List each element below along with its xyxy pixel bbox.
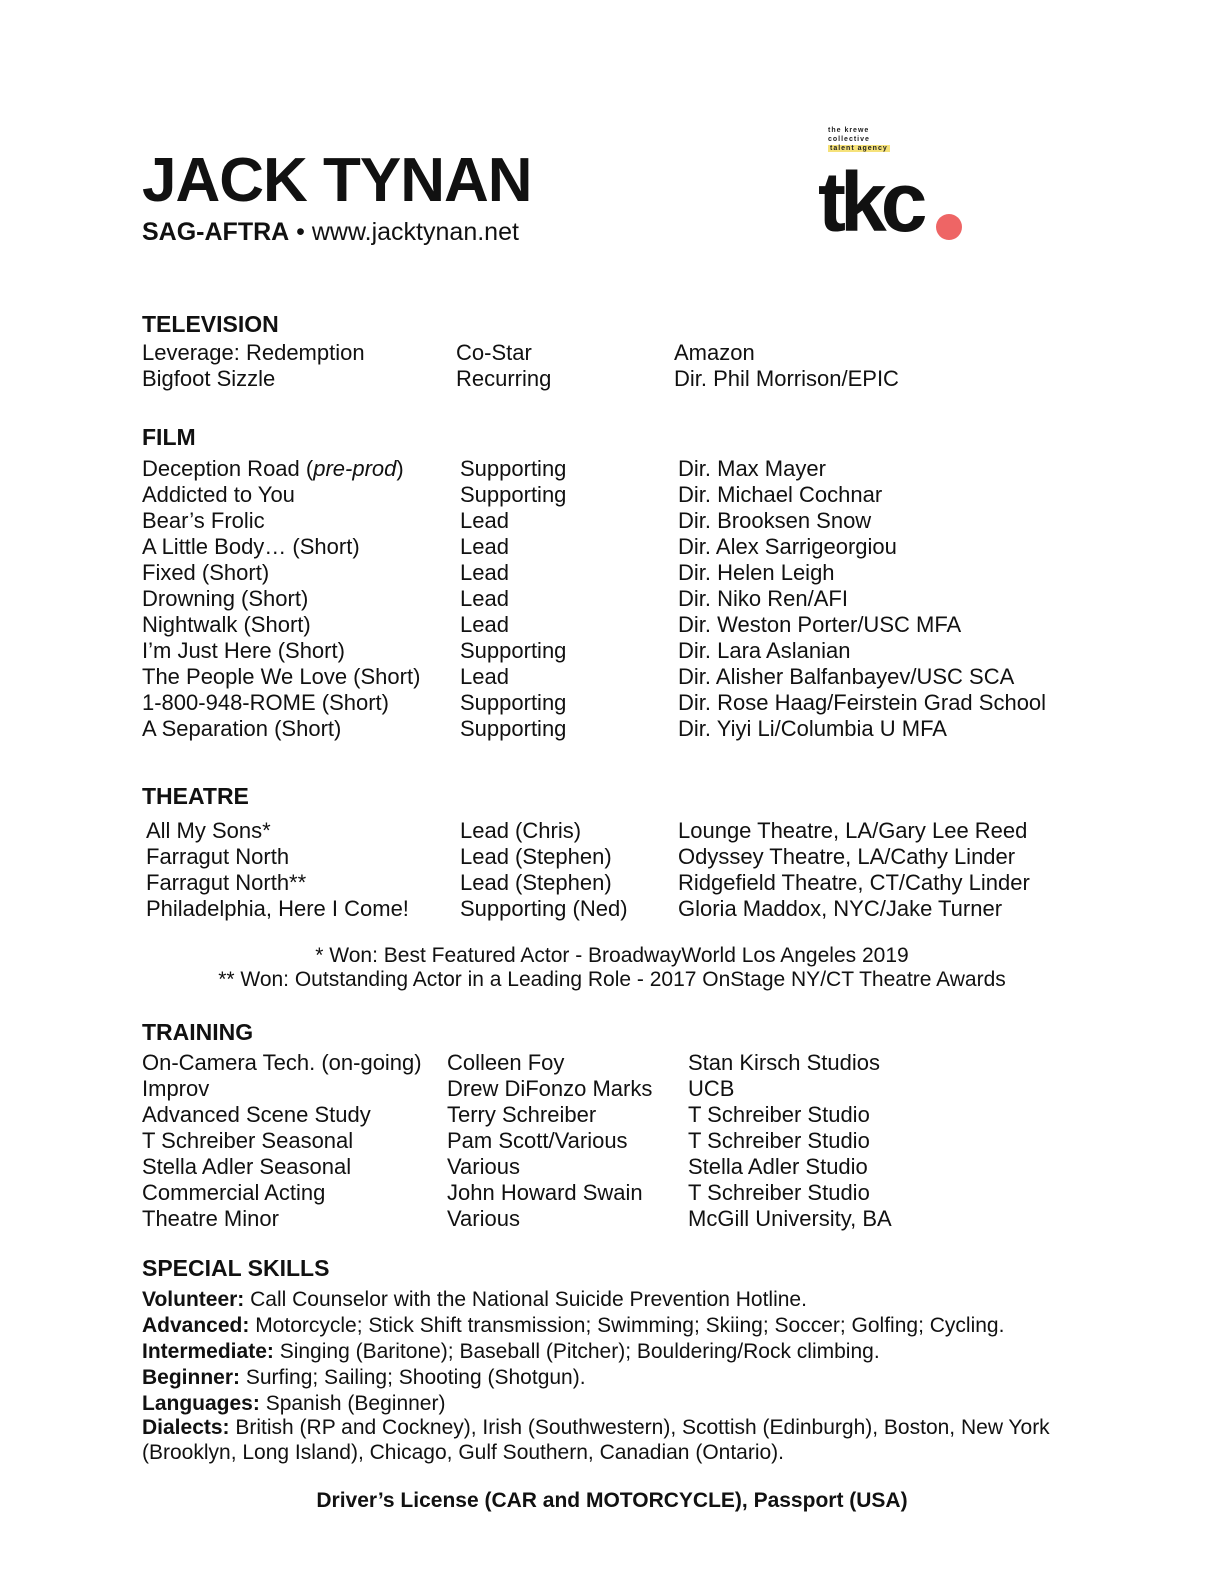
table-row: [0, 638, 1224, 664]
credit-director: Dir. Michael Cochnar: [678, 482, 883, 507]
credit-title: I’m Just Here (Short): [142, 638, 345, 663]
skill-text: Spanish (Beginner): [259, 1392, 446, 1415]
agency-logo: [818, 124, 968, 254]
credit-director: Dir. Weston Porter/USC MFA: [678, 612, 962, 637]
union-label: SAG-AFTRA: [142, 218, 290, 246]
skill-line-intermediate: [142, 1339, 1102, 1364]
skill-line-beginner: [142, 1365, 1102, 1390]
skill-text: British (RP and Cockney), Irish (Southwestern), Scottish (Edinburgh), Boston, New York (Brooklyn, Long Island), Chicago, Gulf Southern, Canadian (Ontario).: [142, 1416, 1050, 1464]
skill-label: Beginner:: [142, 1366, 241, 1389]
credit-title: A Separation (Short): [142, 716, 342, 741]
skill-text: Motorcycle; Stick Shift transmission; Swimming; Skiing; Soccer; Golfing; Cycling.: [249, 1314, 1005, 1337]
logo-line-2: collective: [828, 136, 870, 143]
logo-line-1: the krewe: [828, 127, 870, 134]
table-row: [0, 560, 1224, 586]
credit-role: Lead (Chris): [460, 818, 582, 843]
separator-dot: •: [289, 218, 312, 246]
table-row: [0, 1206, 1224, 1232]
skill-line-languages: [142, 1391, 1102, 1416]
credit-role: Supporting: [460, 482, 567, 507]
credit-director: Dir. Lara Aslanian: [678, 638, 851, 663]
training-course: Improv: [142, 1076, 210, 1101]
credit-title: A Little Body… (Short): [142, 534, 360, 559]
skill-label: Dialects:: [142, 1416, 230, 1439]
table-row: [0, 612, 1224, 638]
section-heading-film: FILM: [142, 424, 196, 450]
training-course: Commercial Acting: [142, 1180, 326, 1205]
skill-text: Call Counselor with the National Suicide Prevention Hotline.: [244, 1288, 807, 1311]
credit-venue: Gloria Maddox, NYC/Jake Turner: [678, 896, 1003, 921]
credit-role: Supporting: [460, 690, 567, 715]
skill-line-dialects: [142, 1415, 1102, 1465]
skill-line-volunteer: [142, 1287, 1102, 1312]
training-school: T Schreiber Studio: [688, 1102, 870, 1127]
skill-label: Intermediate:: [142, 1340, 274, 1363]
training-teacher: Pam Scott/Various: [447, 1128, 628, 1153]
award-note: * Won: Best Featured Actor - BroadwayWorld Los Angeles 2019: [315, 944, 909, 967]
credit-role: Lead: [460, 508, 509, 533]
credit-role: Lead (Stephen): [460, 870, 612, 895]
credit-venue: Lounge Theatre, LA/Gary Lee Reed: [678, 818, 1028, 843]
credit-title: Deception Road (pre-prod): [142, 456, 404, 481]
table-row: [0, 508, 1224, 534]
credit-director: Amazon: [674, 340, 755, 365]
credit-role: Supporting: [460, 716, 567, 741]
training-school: McGill University, BA: [688, 1206, 892, 1231]
credit-title: Bear’s Frolic: [142, 508, 265, 533]
table-row: [0, 1050, 1224, 1076]
table-row: [0, 1154, 1224, 1180]
credit-title: Farragut North: [146, 844, 290, 869]
section-heading-special-skills: SPECIAL SKILLS: [142, 1255, 330, 1281]
credit-role: Recurring: [456, 366, 552, 391]
credit-director: Dir. Helen Leigh: [678, 560, 835, 585]
credit-role: Supporting (Ned): [460, 896, 628, 921]
credit-role: Co-Star: [456, 340, 532, 365]
training-course: On-Camera Tech. (on-going): [142, 1050, 422, 1075]
credit-title: Drowning (Short): [142, 586, 309, 611]
credit-role: Supporting: [460, 456, 567, 481]
section-heading-theatre: THEATRE: [142, 783, 249, 809]
training-teacher: Terry Schreiber: [447, 1102, 597, 1127]
training-teacher: Various: [447, 1206, 520, 1231]
credit-role: Supporting: [460, 638, 567, 663]
training-teacher: Various: [447, 1154, 520, 1179]
table-row: [0, 534, 1224, 560]
credit-role: Lead: [460, 612, 509, 637]
training-course: Advanced Scene Study: [142, 1102, 371, 1127]
training-school: UCB: [688, 1076, 735, 1101]
logo-accent-dot: [936, 214, 962, 240]
credit-role: Lead (Stephen): [460, 844, 612, 869]
table-row: [0, 1128, 1224, 1154]
credit-role: Lead: [460, 586, 509, 611]
table-row: [0, 844, 1224, 870]
header-subline: [142, 216, 519, 248]
section-heading-television: TELEVISION: [142, 311, 279, 337]
credit-title: Addicted to You: [142, 482, 295, 507]
actor-name: JACK TYNAN: [142, 146, 532, 215]
table-row: [0, 1102, 1224, 1128]
credit-title: Philadelphia, Here I Come!: [146, 896, 409, 921]
credit-title: All My Sons*: [146, 818, 271, 843]
credit-director: Dir. Phil Morrison/EPIC: [674, 366, 899, 391]
credit-venue: Odyssey Theatre, LA/Cathy Linder: [678, 844, 1016, 869]
training-school: Stella Adler Studio: [688, 1154, 868, 1179]
skill-label: Volunteer:: [142, 1288, 245, 1311]
training-school: T Schreiber Studio: [688, 1180, 870, 1205]
training-course: Theatre Minor: [142, 1206, 279, 1231]
credit-director: Dir. Yiyi Li/Columbia U MFA: [678, 716, 947, 741]
credit-director: Dir. Max Mayer: [678, 456, 826, 481]
credit-role: Lead: [460, 664, 509, 689]
credit-venue: Ridgefield Theatre, CT/Cathy Linder: [678, 870, 1030, 895]
table-row: [0, 340, 1224, 366]
table-row: [0, 818, 1224, 844]
credit-role: Lead: [460, 534, 509, 559]
table-row: [0, 716, 1224, 742]
award-note: ** Won: Outstanding Actor in a Leading Role - 2017 OnStage NY/CT Theatre Awards: [218, 968, 1006, 991]
table-row: [0, 366, 1224, 392]
logo-line-3: talent agency: [830, 145, 888, 152]
table-row: [0, 1180, 1224, 1206]
skill-label: Languages:: [142, 1392, 260, 1415]
table-row: [0, 456, 1224, 482]
table-row: [0, 586, 1224, 612]
table-row: [0, 690, 1224, 716]
website-link[interactable]: www.jacktynan.net: [311, 218, 519, 246]
section-heading-training: TRAINING: [142, 1019, 254, 1045]
training-school: Stan Kirsch Studios: [688, 1050, 880, 1075]
training-teacher: Drew DiFonzo Marks: [447, 1076, 653, 1101]
credit-director: Dir. Alisher Balfanbayev/USC SCA: [678, 664, 1015, 689]
credit-title: The People We Love (Short): [142, 664, 421, 689]
table-row: [0, 482, 1224, 508]
credit-director: Dir. Alex Sarrigeorgiou: [678, 534, 897, 559]
credit-director: Dir. Niko Ren/AFI: [678, 586, 848, 611]
skill-label: Advanced:: [142, 1314, 250, 1337]
training-school: T Schreiber Studio: [688, 1128, 870, 1153]
table-row: [0, 870, 1224, 896]
licenses-footer: Driver’s License (CAR and MOTORCYCLE), Passport (USA): [316, 1489, 908, 1512]
credit-title: Farragut North**: [146, 870, 307, 895]
skill-line-advanced: [142, 1313, 1102, 1338]
credit-title: Bigfoot Sizzle: [142, 366, 276, 391]
table-row: [0, 1076, 1224, 1102]
credit-role: Lead: [460, 560, 509, 585]
credit-title: 1-800-948-ROME (Short): [142, 690, 389, 715]
credit-title: Fixed (Short): [142, 560, 270, 585]
training-course: Stella Adler Seasonal: [142, 1154, 352, 1179]
table-row: [0, 664, 1224, 690]
training-teacher: John Howard Swain: [447, 1180, 643, 1205]
skill-text: Surfing; Sailing; Shooting (Shotgun).: [240, 1366, 586, 1389]
logo-mark: tkc: [818, 155, 922, 249]
table-row: [0, 896, 1224, 922]
credit-director: Dir. Rose Haag/Feirstein Grad School: [678, 690, 1047, 715]
credit-director: Dir. Brooksen Snow: [678, 508, 872, 533]
credit-title: Nightwalk (Short): [142, 612, 311, 637]
skill-text: Singing (Baritone); Baseball (Pitcher); Bouldering/Rock climbing.: [273, 1340, 880, 1363]
training-teacher: Colleen Foy: [447, 1050, 565, 1075]
training-course: T Schreiber Seasonal: [142, 1128, 354, 1153]
credit-title: Leverage: Redemption: [142, 340, 365, 365]
